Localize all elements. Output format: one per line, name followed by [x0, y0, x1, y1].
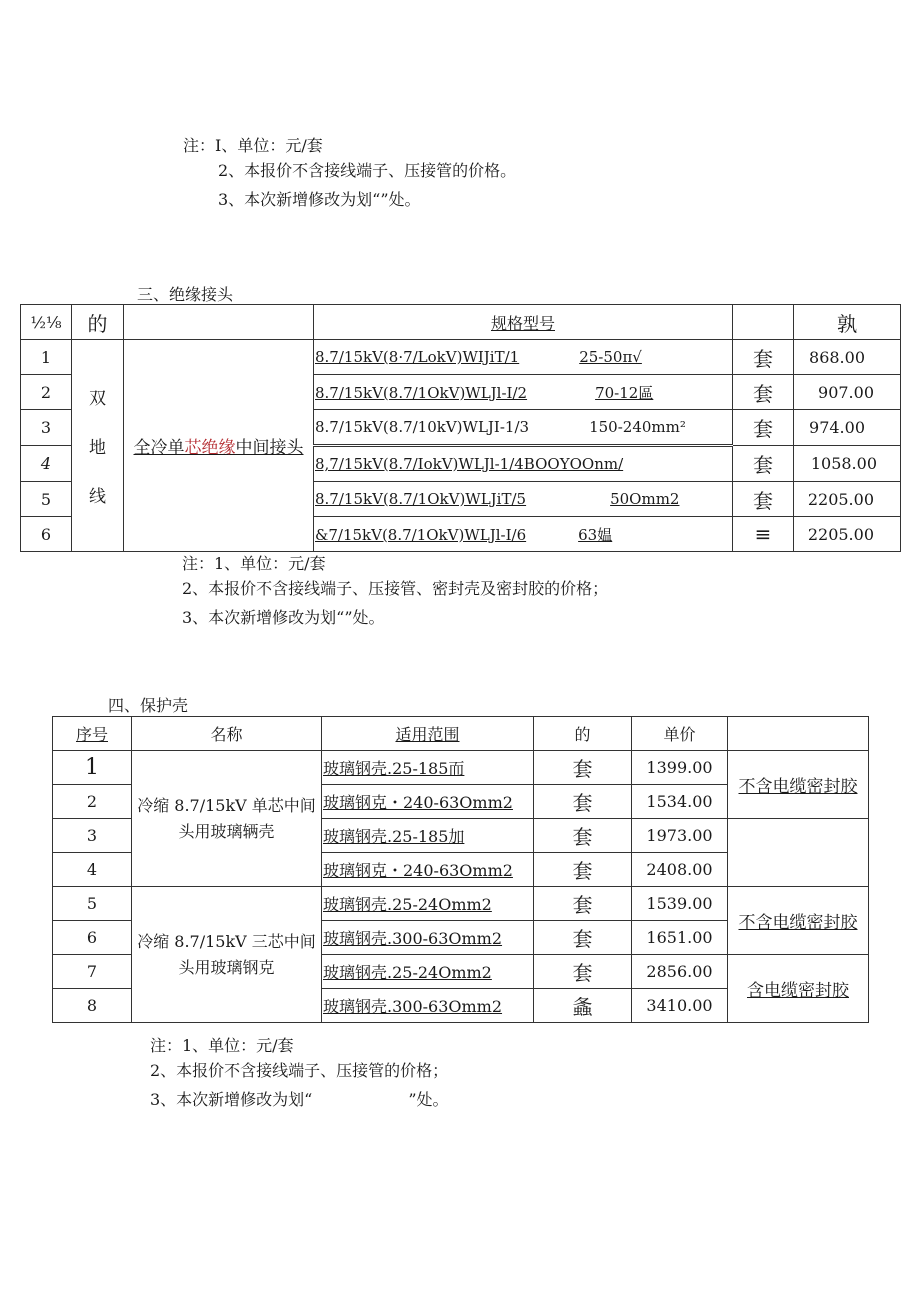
table-header-row [53, 717, 869, 751]
header-no: ½⅛ [21, 305, 72, 340]
row-unit: 套 [534, 921, 632, 955]
table-header-row [21, 305, 901, 340]
spec-size: 50Omm2 [610, 490, 680, 508]
remark-b: 不含电缆密封胶 [728, 887, 869, 955]
row-range: 玻璃钢壳.300-63Omm2 [322, 989, 534, 1023]
spec-model: &7/15kV(8.7/1OkV)WLJl-I/6 [315, 525, 527, 544]
header-remark [728, 717, 869, 751]
row-no: 1 [21, 340, 72, 375]
row-no: 8 [53, 989, 132, 1023]
group-label-char: 双 [89, 389, 106, 409]
spec-size: 70-12區 [595, 383, 654, 402]
note-mid-2: 2、本报价不含接线端子、压接管、密封壳及密封胶的价格； [182, 579, 609, 598]
row-price: 2408.00 [632, 853, 728, 887]
header-range: 适用范围 [322, 717, 534, 751]
row-no: 4 [21, 446, 72, 482]
spec-size: 25-50π√ [579, 348, 642, 366]
group-label-char: 地 [89, 438, 106, 458]
note-top-1: 注：I、单位：元/套 [183, 136, 323, 155]
group2-name-line2: 头用玻璃钢克 [178, 958, 275, 977]
spec-model: 8.7/15kV(8.7/1OkV)WLJl-I/2 [315, 383, 528, 402]
note-mid-3: 3、本次新增修改为划“”处。 [182, 608, 385, 627]
row-unit: 套 [733, 446, 794, 482]
row-range: 玻璃钢壳.25-185加 [322, 819, 534, 853]
section4-title: 四、保护壳 [108, 696, 189, 715]
row-price: 907.00 [794, 375, 901, 410]
row-price: 1058.00 [794, 446, 901, 482]
table-row [53, 751, 869, 785]
row-range: 玻璃钢克・240-63Omm2 [322, 785, 534, 819]
row-no: 5 [21, 482, 72, 517]
row-unit: 套 [534, 751, 632, 785]
group2-name-cell [132, 887, 322, 1023]
row-spec [314, 446, 733, 482]
group1-name-line1: 冷缩 8.7/15kV 单芯中间 [137, 796, 316, 815]
row-spec [314, 517, 733, 552]
row-no: 3 [21, 410, 72, 446]
note-bottom-3b: ”处。 [408, 1090, 449, 1109]
row-range: 玻璃钢克・240-63Omm2 [322, 853, 534, 887]
row-spec [314, 410, 733, 446]
note-bottom-2: 2、本报价不含接线端子、压接管的价格； [150, 1061, 449, 1080]
note-bottom-1: 注：1、单位：元/套 [150, 1036, 294, 1055]
row-no: 6 [53, 921, 132, 955]
group1-name-cell [132, 751, 322, 887]
row-range: 玻璃钢壳.25-24Omm2 [322, 887, 534, 921]
row-no: 1 [53, 751, 132, 785]
header-no: 序号 [53, 717, 132, 751]
remark-a: 不含电缆密封胶 [728, 751, 869, 819]
header-price: 孰 [794, 305, 901, 340]
row-unit: 套 [534, 785, 632, 819]
row-no: 2 [21, 375, 72, 410]
row-unit: 套 [534, 819, 632, 853]
spec-model: 8.7/15kV(8.7/10kV)WLJI-1/3 [315, 418, 530, 436]
section3-title: 三、绝缘接头 [137, 285, 234, 304]
row-price: 1399.00 [632, 751, 728, 785]
header-spec: 规格型号 [314, 305, 733, 340]
spec-model: 8,7/15kV(8.7/IokV)WLJl-1/4BOOYOOnm/ [315, 455, 624, 473]
header-unit: 的 [534, 717, 632, 751]
row-price: 1534.00 [632, 785, 728, 819]
row-unit: 套 [534, 887, 632, 921]
row-unit: 套 [733, 410, 794, 446]
row-no: 6 [21, 517, 72, 552]
row-no: 7 [53, 955, 132, 989]
table-row [53, 887, 869, 921]
header-name: 名称 [132, 717, 322, 751]
remark-c: 含电缆密封胶 [728, 955, 869, 1023]
row-no: 3 [53, 819, 132, 853]
note-bottom-3 [150, 1087, 449, 1110]
row-price: 1539.00 [632, 887, 728, 921]
row-price: 2205.00 [794, 482, 901, 517]
header-price: 单价 [632, 717, 728, 751]
spec-model: 8.7/15kV(8·7/LokV)WIJiT/1 [315, 348, 520, 366]
row-unit: 套 [733, 482, 794, 517]
row-price: 1973.00 [632, 819, 728, 853]
row-unit: 螽 [534, 989, 632, 1023]
row-price: 1651.00 [632, 921, 728, 955]
product-name-red: 芯绝缘 [184, 438, 236, 458]
note-top-2: 2、本报价不含接线端子、压接管的价格。 [218, 161, 517, 180]
row-price: 974.00 [794, 410, 901, 446]
spec-model: 8.7/15kV(8.7/1OkV)WLJiT/5 [315, 490, 527, 508]
note-mid-1: 注：1、单位：元/套 [182, 554, 326, 573]
header-name [124, 305, 314, 340]
row-unit: 套 [733, 340, 794, 375]
row-no: 2 [53, 785, 132, 819]
row-spec [314, 340, 733, 375]
spec-size: 63媪 [578, 525, 613, 544]
product-name-b: 中间接头 [235, 438, 304, 458]
product-name-cell [124, 340, 314, 552]
group-label-cell [72, 340, 124, 552]
row-no: 5 [53, 887, 132, 921]
row-price: 3410.00 [632, 989, 728, 1023]
insulation-joint-table [20, 304, 901, 552]
spec-size: 150-240mm² [589, 418, 686, 436]
group-label-char: 线 [89, 487, 106, 507]
row-unit: 套 [733, 375, 794, 410]
header-de: 的 [72, 305, 124, 340]
remark-empty [728, 819, 869, 887]
protective-shell-table [52, 716, 869, 1023]
row-range: 玻璃钢壳.300-63Omm2 [322, 921, 534, 955]
row-unit: 套 [534, 853, 632, 887]
row-spec [314, 482, 733, 517]
group1-name-line2: 头用玻璃辆壳 [178, 822, 275, 841]
product-name-a: 全冷单 [133, 438, 185, 458]
group2-name-line1: 冷缩 8.7/15kV 三芯中间 [137, 932, 316, 951]
row-spec [314, 375, 733, 410]
row-range: 玻璃钢壳.25-185而 [322, 751, 534, 785]
row-price: 2205.00 [794, 517, 901, 552]
row-price: 2856.00 [632, 955, 728, 989]
note-top-3: 3、本次新增修改为划“”处。 [218, 190, 421, 209]
row-unit: 套 [534, 955, 632, 989]
row-price: 868.00 [794, 340, 901, 375]
note-bottom-3a: 3、本次新增修改为划“ [150, 1090, 313, 1109]
table-row [21, 340, 901, 375]
row-unit: ≡ [733, 517, 794, 552]
row-range: 玻璃钢壳.25-24Omm2 [322, 955, 534, 989]
header-unit [733, 305, 794, 340]
row-no: 4 [53, 853, 132, 887]
